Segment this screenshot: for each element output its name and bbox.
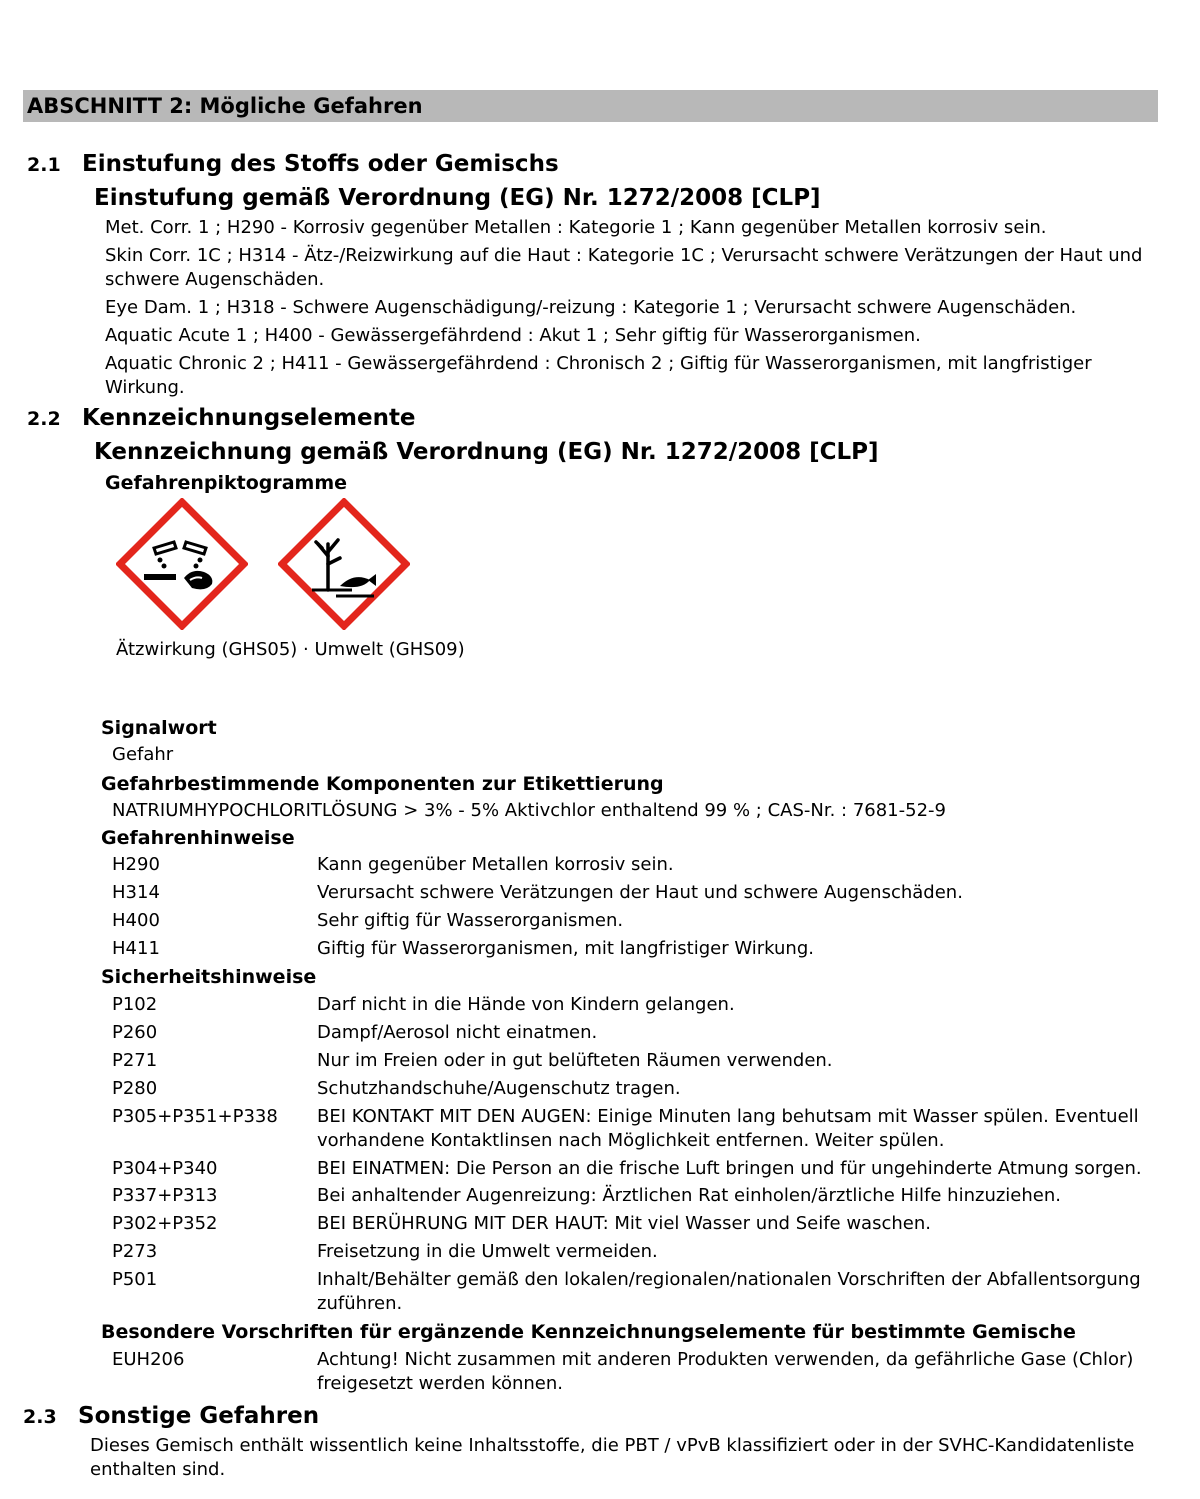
pictograms-heading: Gefahrenpiktogramme (105, 472, 348, 494)
classification-item: Aquatic Chronic 2 ; H411 - Gewässergefährdend : Chronisch 2 ; Giftig für Wasserorganismen, mit langfristiger Wirkung. (105, 353, 1092, 398)
statement-text: Inhalt/Behälter gemäß den lokalen/regionalen/nationalen Vorschriften der Abfallentsorgung zuführen. (317, 1269, 1141, 1314)
clp-labelling-subtitle: Kennzeichnung gemäß Verordnung (EG) Nr. 1272/2008 [CLP] (94, 439, 879, 465)
clp-classification-subtitle: Einstufung gemäß Verordnung (EG) Nr. 1272/2008 [CLP] (94, 185, 821, 211)
signal-word-heading: Signalwort (101, 717, 217, 739)
statement-text: Bei anhaltender Augenreizung: Ärztlichen Rat einholen/ärztliche Hilfe hinzuziehen. (317, 1185, 1061, 1206)
section-number: 2.1 (27, 154, 61, 176)
section-heading-text: Sonstige Gefahren (78, 1403, 320, 1429)
statement-code: P337+P313 (112, 1185, 218, 1206)
statement-code: P280 (112, 1078, 158, 1099)
section-2-3-heading (23, 1402, 319, 1431)
section-2-1-heading (27, 150, 559, 179)
ghs09-environment-icon (278, 498, 410, 630)
classification-list (105, 216, 1150, 404)
classification-item: Aquatic Acute 1 ; H400 - Gewässergefährdend : Akut 1 ; Sehr giftig für Wasserorganismen. (105, 325, 921, 346)
section-heading-text: Kennzeichnungselemente (82, 405, 416, 431)
classification-item: Met. Corr. 1 ; H290 - Korrosiv gegenüber Metallen : Kategorie 1 ; Kann gegenüber Metallen korrosiv sein. (105, 217, 1047, 238)
signal-word: Gefahr (112, 744, 174, 765)
hazard-statements-heading: Gefahrenhinweise (101, 827, 295, 849)
other-hazards-text: Dieses Gemisch enthält wissentlich keine Inhaltsstoffe, die PBT / vPvB klassifiziert oder in der SVHC-Kandidatenliste enthalten sind. (90, 1435, 1135, 1480)
statement-text: Nur im Freien oder in gut belüfteten Räumen verwenden. (317, 1050, 833, 1071)
statement-code: H314 (112, 882, 160, 903)
statement-code: H290 (112, 854, 160, 875)
ghs05-corrosion-icon (116, 498, 248, 630)
components-heading: Gefahrbestimmende Komponenten zur Etikettierung (101, 773, 664, 795)
statement-text: Schutzhandschuhe/Augenschutz tragen. (317, 1078, 681, 1099)
statement-code: P302+P352 (112, 1213, 218, 1234)
statement-code: P305+P351+P338 (112, 1106, 278, 1127)
statement-text: Dampf/Aerosol nicht einatmen. (317, 1022, 598, 1043)
statement-text: BEI BERÜHRUNG MIT DER HAUT: Mit viel Wasser und Seife waschen. (317, 1213, 931, 1234)
statement-code: H411 (112, 938, 160, 959)
statement-text: BEI KONTAKT MIT DEN AUGEN: Einige Minuten lang behutsam mit Wasser spülen. Eventuell vorhandene Kontaktlinsen nach Möglichkeit entfernen. Weiter spülen. (317, 1106, 1139, 1151)
section-number: 2.3 (23, 1406, 57, 1428)
pictogram-caption: Ätzwirkung (GHS05) · Umwelt (GHS09) (116, 639, 465, 660)
components-text: NATRIUMHYPOCHLORITLÖSUNG > 3% - 5% Aktivchlor enthaltend 99 % ; CAS-Nr. : 7681-52-9 (112, 800, 946, 821)
section-heading-text: Einstufung des Stoffs oder Gemischs (82, 151, 559, 177)
statement-text: Freisetzung in die Umwelt vermeiden. (317, 1241, 658, 1262)
statement-text: Darf nicht in die Hände von Kindern gelangen. (317, 994, 735, 1015)
statement-code: P273 (112, 1241, 158, 1262)
statement-text: Giftig für Wasserorganismen, mit langfristiger Wirkung. (317, 938, 814, 959)
section-title: ABSCHNITT 2: Mögliche Gefahren (23, 90, 1158, 122)
statement-code: P271 (112, 1050, 158, 1071)
statement-code: P501 (112, 1269, 158, 1290)
statement-code: EUH206 (112, 1349, 185, 1370)
statement-code: P260 (112, 1022, 158, 1043)
classification-item: Eye Dam. 1 ; H318 - Schwere Augenschädigung/-reizung : Kategorie 1 ; Verursacht schwere Augenschäden. (105, 297, 1077, 318)
statement-text: Verursacht schwere Verätzungen der Haut und schwere Augenschäden. (317, 882, 963, 903)
statement-text: Sehr giftig für Wasserorganismen. (317, 910, 624, 931)
statement-text: BEI EINATMEN: Die Person an die frische Luft bringen und für ungehinderte Atmung sorgen. (317, 1158, 1142, 1179)
classification-item: Skin Corr. 1C ; H314 - Ätz-/Reizwirkung auf die Haut : Kategorie 1C ; Verursacht schwere Verätzungen der Haut und schwere Augenschäden. (105, 245, 1143, 290)
statement-code: P102 (112, 994, 158, 1015)
statement-text: Kann gegenüber Metallen korrosiv sein. (317, 854, 674, 875)
special-provisions-heading: Besondere Vorschriften für ergänzende Kennzeichnungselemente für bestimmte Gemische (101, 1321, 1076, 1343)
section-2-2-heading (27, 404, 416, 433)
section-number: 2.2 (27, 408, 61, 430)
statement-text: Achtung! Nicht zusammen mit anderen Produkten verwenden, da gefährliche Gase (Chlor) freigesetzt werden können. (317, 1349, 1134, 1394)
precautionary-statements-heading: Sicherheitshinweise (101, 966, 317, 988)
statement-code: H400 (112, 910, 160, 931)
statement-code: P304+P340 (112, 1158, 218, 1179)
